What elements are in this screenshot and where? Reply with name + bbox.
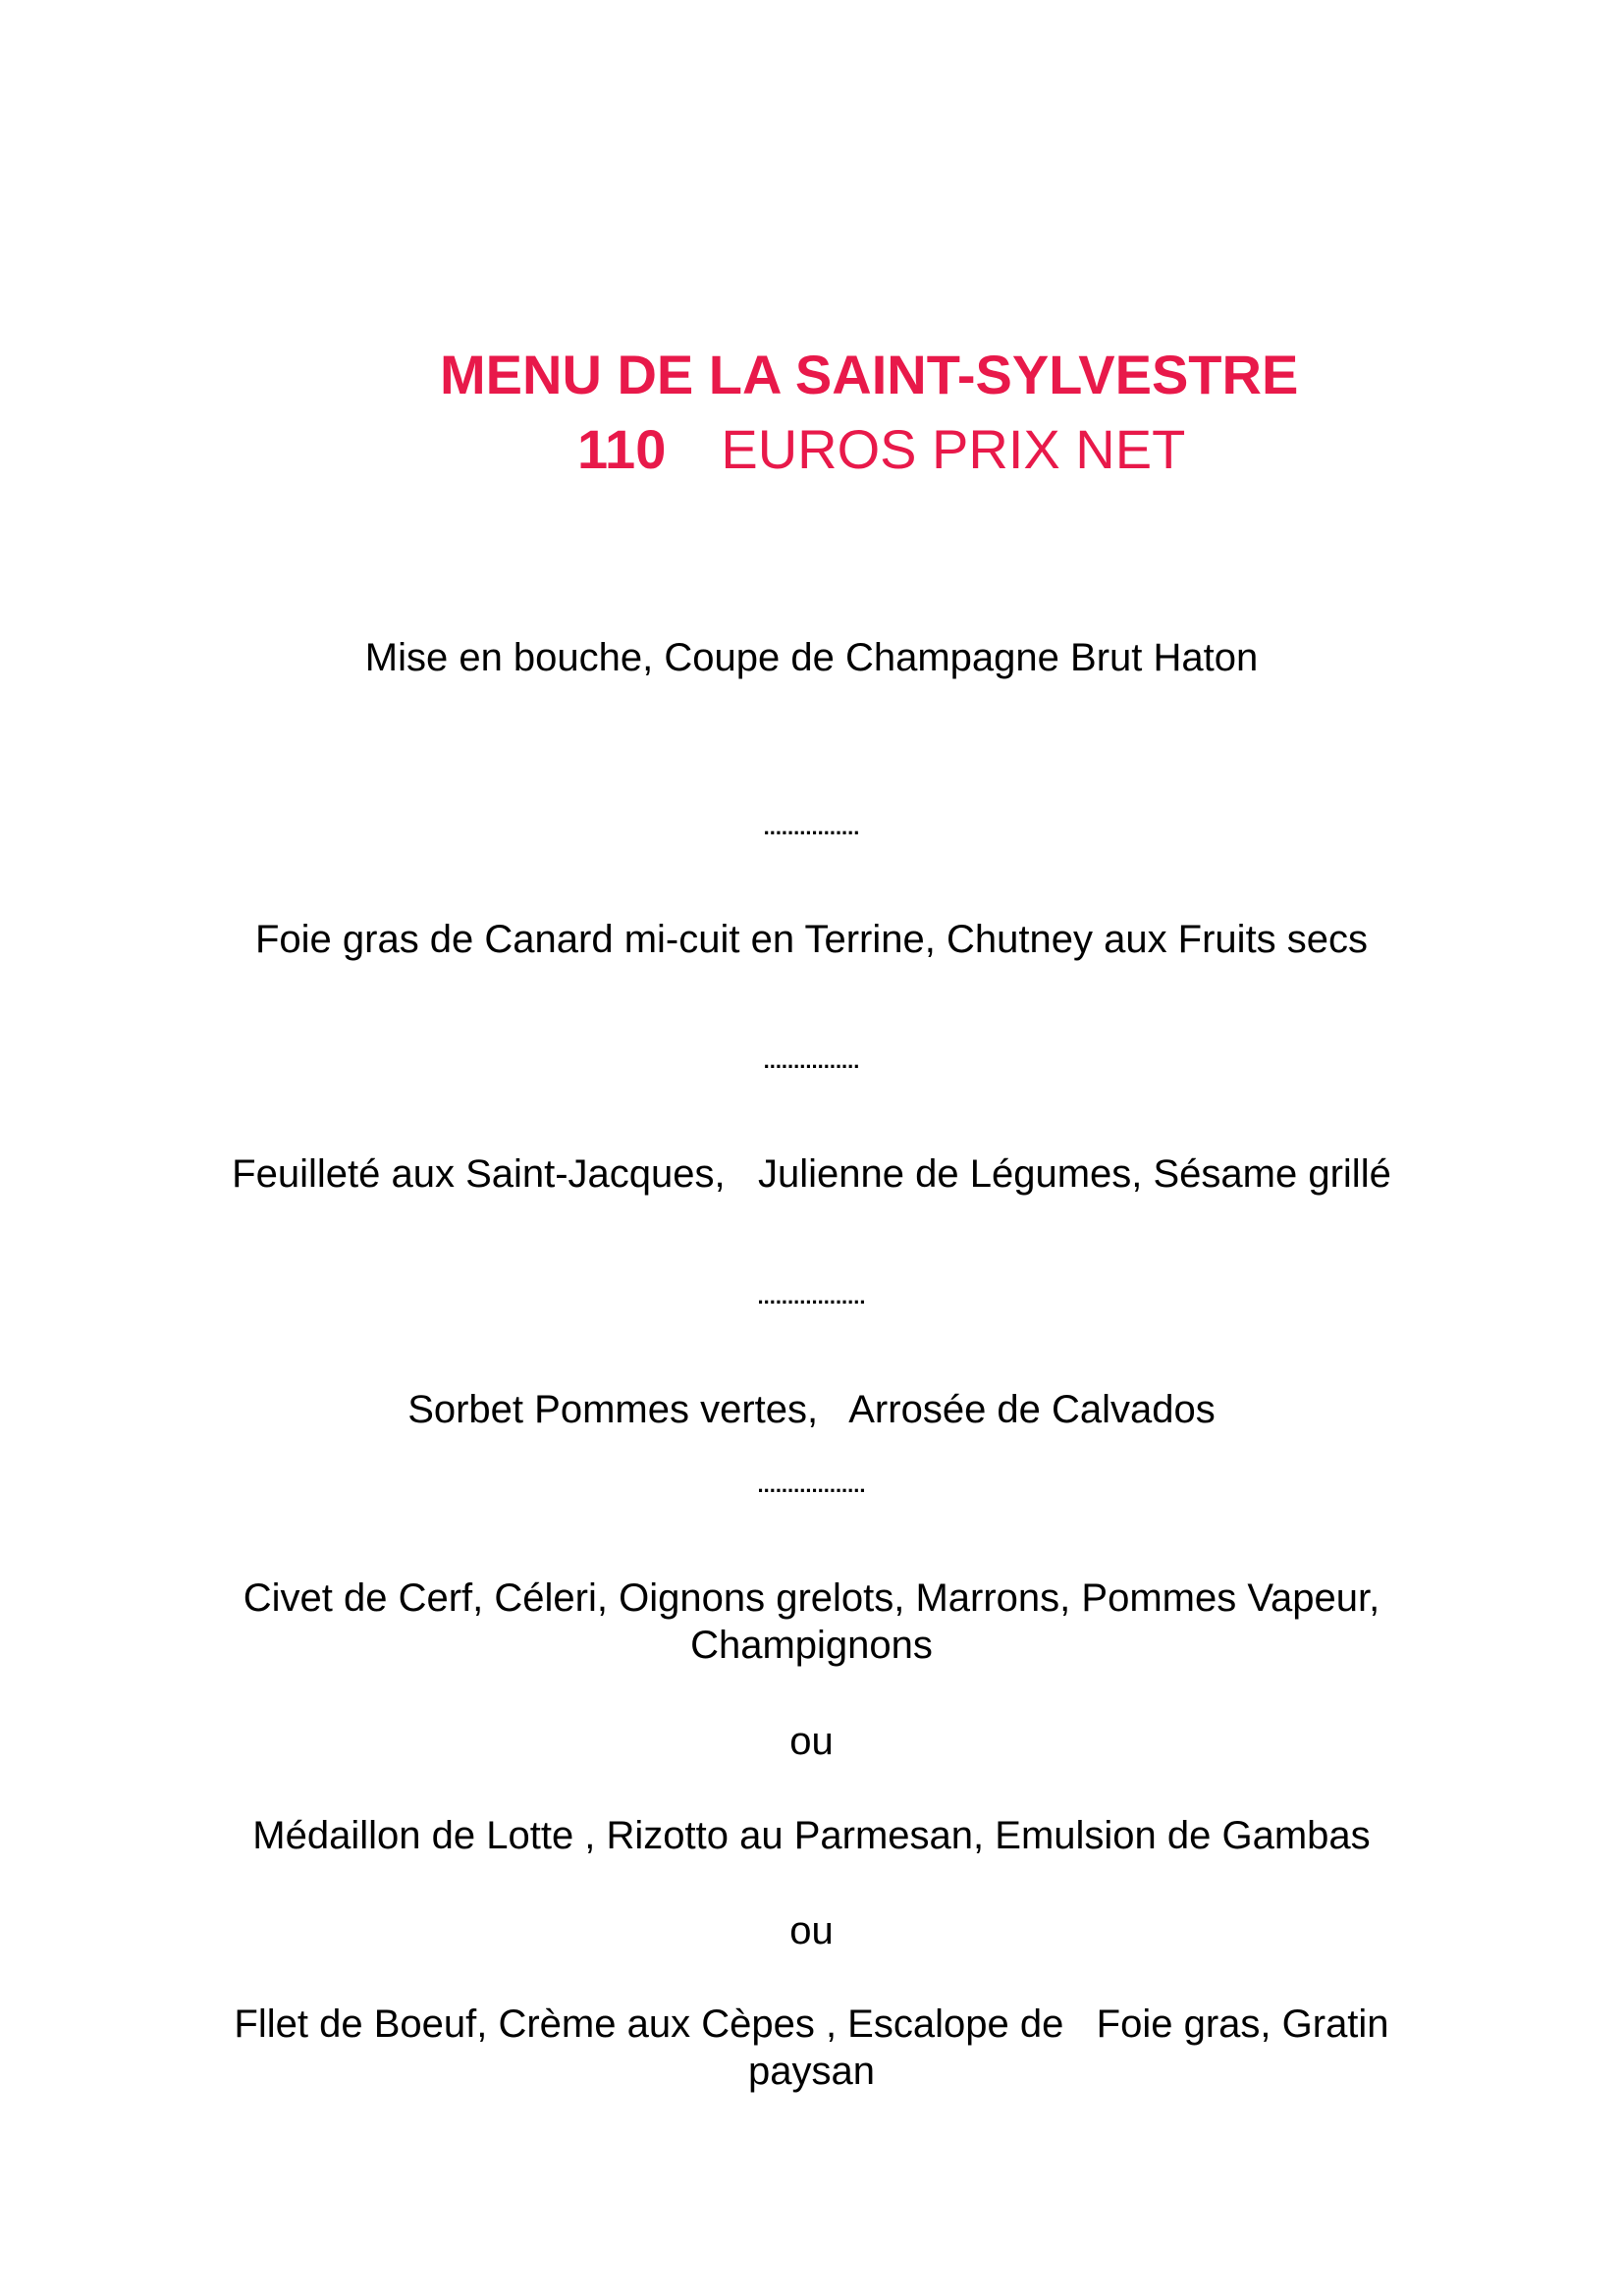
menu-title: MENU DE LA SAINT-SYLVESTRE xyxy=(440,344,1299,405)
menu-item-filet-line2: paysan xyxy=(748,2050,875,2093)
menu-item-filet-line1: Fllet de Boeuf, Crème aux Cèpes , Escalope de Foie gras, Gratin xyxy=(234,2002,1389,2046)
menu-separator: ................ xyxy=(763,815,860,839)
menu-item-civet-line1: Civet de Cerf, Céleri, Oignons grelots, Marrons, Pommes Vapeur, xyxy=(243,1576,1380,1620)
price-label: EUROS PRIX NET xyxy=(721,418,1186,480)
price-number: 110 xyxy=(577,418,667,480)
menu-separator: .................. xyxy=(757,1472,866,1497)
menu-separator: .................. xyxy=(757,1284,866,1308)
menu-or-separator: ou xyxy=(789,1909,834,1952)
menu-item-amuse-bouche: Mise en bouche, Coupe de Champagne Brut Haton xyxy=(364,636,1259,679)
menu-separator: ................ xyxy=(763,1048,860,1073)
menu-item-sorbet: Sorbet Pommes vertes, Arrosée de Calvados xyxy=(407,1388,1216,1431)
menu-item-medaillon: Médaillon de Lotte , Rizotto au Parmesan, Emulsion de Gambas xyxy=(252,1814,1371,1857)
menu-or-separator: ou xyxy=(789,1720,834,1763)
menu-item-foie-gras: Foie gras de Canard mi-cuit en Terrine, Chutney aux Fruits secs xyxy=(254,918,1369,961)
menu-item-civet-line2: Champignons xyxy=(690,1624,933,1667)
price-line xyxy=(577,418,1186,480)
menu-item-feuillete: Feuilleté aux Saint-Jacques, Julienne de Légumes, Sésame grillé xyxy=(232,1152,1391,1196)
